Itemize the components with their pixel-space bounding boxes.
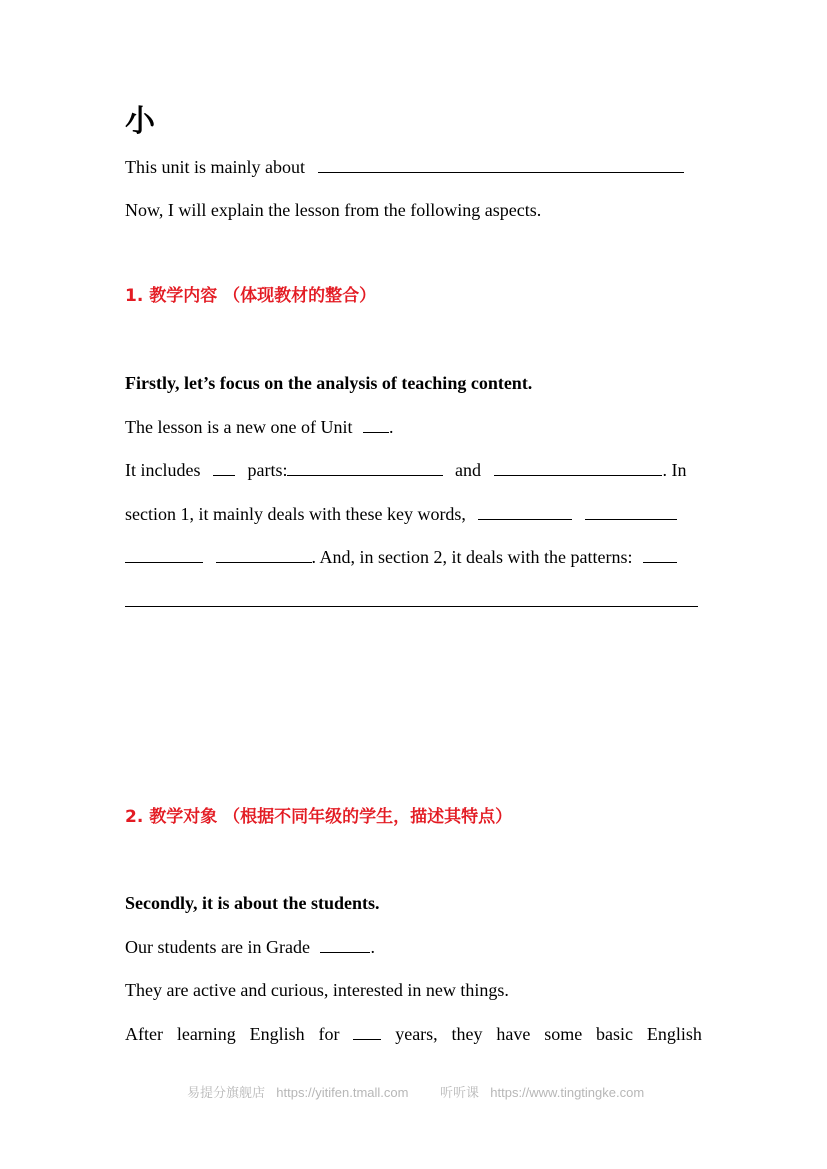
grade-line	[125, 935, 375, 958]
part-1-blank	[287, 458, 443, 476]
word-learning: learning	[176, 1024, 236, 1044]
section-2-lead: Secondly, it is about the students.	[125, 893, 380, 913]
word-after: After	[125, 1024, 163, 1044]
footer-shop-2-url[interactable]: https://www.tingtingke.com	[490, 1085, 645, 1100]
pattern-blank-line	[125, 606, 698, 607]
patterns-line	[125, 545, 677, 568]
page-title: 小	[125, 104, 155, 139]
includes-line	[125, 458, 702, 481]
footer-shop-1	[187, 1085, 408, 1102]
parts-label: parts:	[247, 460, 288, 480]
key-words-text: section 1, it mainly deals with these key words,	[125, 504, 466, 524]
word-english: English	[249, 1024, 305, 1044]
intro-line-2: Now, I will explain the lesson from the following aspects.	[125, 200, 542, 220]
years-blank	[353, 1022, 381, 1040]
word-have: have	[496, 1024, 531, 1044]
unit-number-blank	[363, 415, 389, 433]
key-word-1-blank	[478, 502, 572, 520]
unit-topic-blank	[318, 155, 684, 173]
students-traits: They are active and curious, interested in new things.	[125, 980, 509, 1000]
intro-line-1	[125, 155, 684, 178]
patterns-text: . And, in section 2, it deals with the patterns:	[311, 547, 633, 567]
unit-line-text: The lesson is a new one of Unit	[125, 417, 353, 437]
word-they: they	[451, 1024, 483, 1044]
section-1-heading: 1. 教学内容 （体现教材的整合）	[125, 286, 377, 306]
includes-text: It includes	[125, 460, 201, 480]
footer-shop-1-url[interactable]: https://yitifen.tmall.com	[276, 1085, 409, 1100]
key-word-3-blank	[125, 545, 203, 563]
pattern-blank-start	[643, 545, 677, 563]
unit-line	[125, 415, 393, 438]
word-basic: basic	[596, 1024, 634, 1044]
key-words-line	[125, 502, 677, 525]
unit-line-period: .	[388, 417, 394, 437]
footer-shop-2-name: 听听课	[440, 1086, 480, 1101]
parts-count-blank	[213, 458, 235, 476]
section-2-heading: 2. 教学对象 （根据不同年级的学生，描述其特点）	[125, 807, 513, 827]
intro-unit-text: This unit is mainly about	[125, 157, 305, 177]
key-word-4-blank	[216, 545, 312, 563]
footer-shop-2	[440, 1085, 644, 1102]
grade-blank	[320, 935, 370, 953]
grade-period: .	[370, 937, 375, 957]
in-word: . In	[662, 460, 687, 480]
grade-text: Our students are in Grade	[125, 937, 310, 957]
part-2-blank	[494, 458, 662, 476]
learning-years-line	[125, 1022, 702, 1045]
word-for: for	[318, 1024, 340, 1044]
word-english-2: English	[646, 1024, 702, 1044]
key-word-2-blank	[585, 502, 677, 520]
word-years: years,	[395, 1024, 438, 1044]
footer-shop-1-name: 易提分旗舰店	[187, 1086, 266, 1101]
word-some: some	[544, 1024, 583, 1044]
and-word: and	[454, 460, 481, 480]
section-1-lead: Firstly, let’s focus on the analysis of teaching content.	[125, 373, 533, 393]
